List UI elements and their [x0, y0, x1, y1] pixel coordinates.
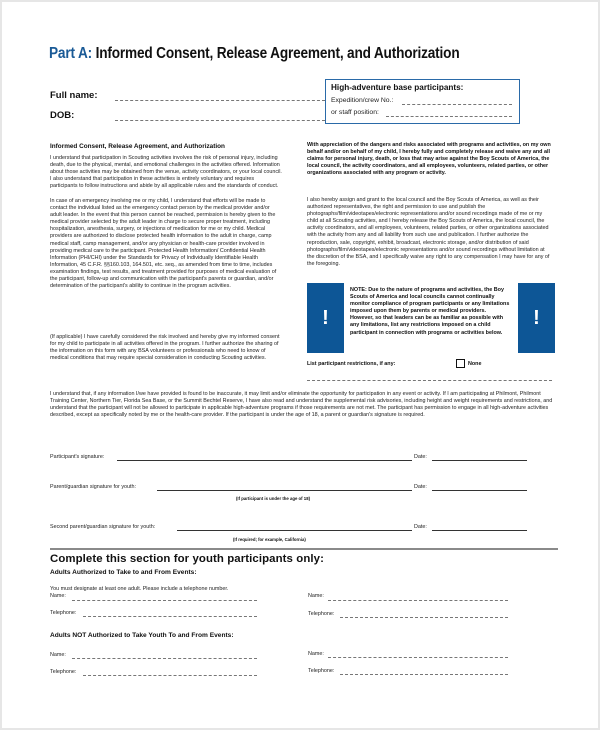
not-authorized-telephone-label-2: Telephone: [308, 668, 335, 674]
restrictions-field[interactable] [307, 380, 552, 381]
alert-icon-left [307, 283, 344, 353]
authorized-name-label-2: Name: [308, 593, 324, 599]
participant-date-field[interactable] [432, 460, 527, 461]
second-parent-signature-note: (If required; for example, California) [233, 537, 306, 542]
parent-signature-note: (If participant is under the age of 18) [236, 496, 311, 501]
consent-para-3: (If applicable) I have carefully considered the risk involved and hereby give my informed consent for my child to participate in all activities offered in the program. I further authorize the sharing of the information on this form with any BSA volunteers or professionals who need to know of medical conditions that may require special consideration in conducting Scouting activities. [50, 334, 280, 362]
title-text: Informed Consent, Release Agreement, and Authorization [91, 45, 460, 62]
not-authorized-name-label-1: Name: [50, 652, 66, 658]
authorized-name-field-2[interactable] [328, 600, 508, 601]
consent-para-2: In case of an emergency involving me or my child, I understand that efforts will be made to contact the individual listed as the emergency contact person by the medical provider and/or adult leader. In the event that this person cannot be reached, permission is hereby given to the medical provider selected by the adult leader in charge to secure proper treatment, including hospitalization, anesthesia, surgery, or injections of medication for me or my child. Medical providers are authorized to disclose protected health information to the adult in charge, camp medical staff, camp management, and/or any physician or health-care provider involved in providing medical care to the participant. Protected Health Information/ Confidential Health Information (PHI/CHI) under the Standards for Privacy of Individually Identifiable Health Information, 45 C.F.R. §§160.103, 164.501, etc. seq., as amended from time to time, includes examination findings, test results, and treatment provided for purposes of medical evaluation of the participant, follow-up and communication with the participant's parents or guardian, and/or determination of the participant's ability to continue in the program activities. [50, 198, 277, 290]
not-authorized-telephone-label-1: Telephone: [50, 669, 77, 675]
note-text: NOTE: Due to the nature of programs and activities, the Boy Scouts of America and local councils cannot continually monitor compliance of program participants or any limitations imposed upon them by parents or medical providers. However, so that leaders can be as familiar as possible with any limitations, list any restrictions imposed on a child participant in connection with programs or activities below. [350, 287, 510, 336]
dob-field[interactable] [115, 120, 325, 121]
media-release-para: I also hereby assign and grant to the local council and the Boy Scouts of America, as well as their authorized representatives, the right and permission to use and publish the photographs/film/videotapes/electronic representations and/or sound recordings made of me or my child at all Scouting activities, and I hereby release the Boy Scouts of America, the local council, the activity coordinators, and all employees, volunteers, related parties, or other organizations associated with the activity from any and all liability from such use and publication. I further authorize the reproduction, sale, copyright, exhibit, broadcast, electronic storage, and/or distribution of said photographs/film/videotapes/electronic representations and/or sound recordings without limitation at the discretion of the BSA, and I specifically waive any right to any compensation I may have for any of the foregoing. [307, 197, 550, 267]
authorized-instructions: You must designate at least one adult. Please include a telephone number. [50, 586, 229, 592]
page-title [49, 45, 459, 63]
not-authorized-name-field-1[interactable] [72, 658, 257, 659]
second-parent-date-field[interactable] [432, 530, 527, 531]
not-authorized-telephone-field-2[interactable] [340, 674, 508, 675]
full-name-label: Full name: [50, 90, 98, 101]
expedition-field[interactable] [402, 104, 512, 105]
participant-signature-label: Participant's signature: [50, 454, 105, 460]
staff-position-field[interactable] [386, 116, 512, 117]
parent-signature-label: Parent/guardian signature for youth: [50, 484, 137, 490]
none-checkbox[interactable] [456, 359, 465, 368]
not-authorized-name-label-2: Name: [308, 651, 324, 657]
authorized-name-label-1: Name: [50, 593, 66, 599]
second-parent-date-label: Date: [414, 524, 427, 530]
restrictions-label: List participant restrictions, if any: [307, 361, 396, 367]
alert-icon-right [518, 283, 555, 353]
participant-signature-field[interactable] [117, 460, 412, 461]
consent-heading: Informed Consent, Release Agreement, and Authorization [50, 143, 225, 150]
not-authorized-telephone-field-1[interactable] [83, 675, 257, 676]
authorized-telephone-field-2[interactable] [340, 617, 508, 618]
authorized-telephone-label-1: Telephone: [50, 610, 77, 616]
authorized-adults-heading: Adults Authorized to Take to and From Events: [50, 569, 197, 576]
expedition-label: Expedition/crew No.: [331, 97, 394, 104]
parent-date-label: Date: [414, 484, 427, 490]
parent-signature-field[interactable] [157, 490, 412, 491]
consent-para-1: I understand that participation in Scouting activities involves the risk of personal injury, including death, due to the physical, mental, and emotional challenges in the activities offered. Information about those activities may be obtained from the venue, activity coordinators, or your local council. I also understand that participation in these activities is entirely voluntary and requires participants to follow instructions and abide by all applicable rules and the standards of conduct. [50, 155, 282, 190]
not-authorized-adults-heading: Adults NOT Authorized to Take Youth To and From Events: [50, 632, 234, 639]
exclamation-icon: ! [322, 306, 329, 329]
high-adventure-title: High-adventure base participants: [331, 83, 464, 92]
release-para: With appreciation of the dangers and risks associated with programs and activities, on my own behalf and/or on behalf of my child, I hereby fully and completely release and waive any and all claims for personal injury, death, or loss that may arise against the Boy Scouts of America, the local council, the activity coordinators, and all employees, volunteers, related parties, or other organizations associated with any program or activity. [307, 142, 551, 177]
not-authorized-name-field-2[interactable] [328, 657, 508, 658]
high-adventure-box [325, 79, 520, 124]
youth-section-heading: Complete this section for youth participants only: [50, 553, 324, 565]
title-part-label: Part A: [49, 45, 92, 62]
staff-position-label: or staff position: [331, 109, 379, 116]
dob-label: DOB: [50, 110, 75, 121]
second-parent-signature-field[interactable] [177, 530, 412, 531]
none-label: None [468, 361, 482, 367]
exclamation-icon: ! [533, 306, 540, 329]
section-divider [50, 548, 558, 550]
authorized-telephone-field-1[interactable] [83, 616, 257, 617]
second-parent-signature-label: Second parent/guardian signature for youth: [50, 524, 156, 530]
full-name-field[interactable] [115, 100, 325, 101]
authorized-name-field-1[interactable] [72, 600, 257, 601]
accuracy-para: I understand that, if any information I/we have provided is found to be inaccurate, it may limit and/or eliminate the opportunity for participation in any event or activity. If I am participating at Philmont, Philmont Training Center, Northern Tier, Florida Sea Base, or the Summit Bechtel Reserve, I have also read and understand the supplemental risk advisories, including height and weight requirements and restrictions, and understand that the participant will not be allowed to participate in applicable high-adventure programs if those requirements are not met. The participant has permission to engage in all high-adventure activities described, except as specifically noted by me or the health-care provider. If the participant is under the age of 18, a parent or guardian's signature is required. [50, 391, 553, 419]
parent-date-field[interactable] [432, 490, 527, 491]
form-page [2, 2, 598, 728]
authorized-telephone-label-2: Telephone: [308, 611, 335, 617]
participant-date-label: Date: [414, 454, 427, 460]
